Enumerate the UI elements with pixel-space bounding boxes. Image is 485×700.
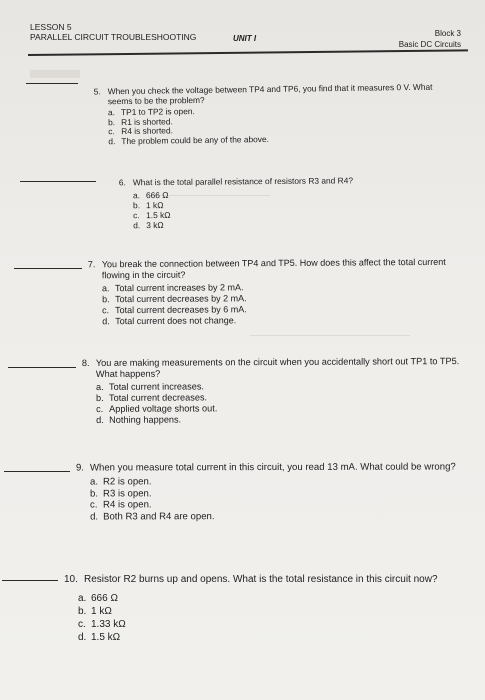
option-d[interactable]: d. Total current does not change. bbox=[102, 315, 237, 327]
answer-blank-6[interactable] bbox=[20, 181, 96, 182]
question-10 bbox=[64, 573, 469, 644]
question-number: 10. bbox=[64, 574, 78, 585]
question-text: You are making measurements on the circuit when you accidentally short out TP1 to TP5. What happens? bbox=[95, 356, 460, 379]
unit-label: UNIT I bbox=[233, 34, 257, 43]
question-number: 9. bbox=[75, 462, 84, 474]
bleed-through-mark bbox=[30, 70, 80, 78]
question-number: 7. bbox=[87, 259, 96, 270]
answer-blank-9[interactable] bbox=[4, 471, 70, 472]
question-number: 5. bbox=[93, 86, 101, 97]
answer-blank-5[interactable] bbox=[26, 83, 78, 84]
question-text: When you check the voltage between TP4 and TP6, you find that it measures 0 V. What seems to be the problem? bbox=[107, 81, 433, 107]
question-7 bbox=[88, 257, 473, 328]
option-list bbox=[82, 380, 482, 426]
question-text: What is the total parallel resistance of resistors R3 and R4? bbox=[132, 175, 354, 188]
option-b[interactable]: b. 1 kΩ bbox=[78, 606, 112, 617]
question-8 bbox=[82, 356, 482, 426]
course-label: Basic DC Circuits bbox=[398, 40, 461, 49]
answer-blank-7[interactable] bbox=[14, 268, 82, 269]
option-c[interactable]: c. Applied voltage shorts out. bbox=[96, 403, 218, 414]
option-b[interactable]: b. Total current decreases. bbox=[96, 392, 208, 403]
question-text: Resistor R2 burns up and opens. What is the total resistance in this circuit now? bbox=[84, 574, 438, 585]
question-number: 6. bbox=[118, 177, 126, 188]
question-5 bbox=[94, 82, 445, 147]
bleed-through-mark bbox=[250, 335, 410, 336]
lesson-title: PARALLEL CIRCUIT TROUBLESHOOTING bbox=[30, 32, 197, 42]
option-list bbox=[76, 475, 476, 522]
option-c[interactable]: c. Total current decreases by 6 mA. bbox=[102, 304, 247, 316]
option-c[interactable]: c. R4 is open. bbox=[90, 499, 152, 511]
option-a[interactable]: a. Total current increases. bbox=[95, 381, 204, 392]
option-c[interactable]: c. 1.33 kΩ bbox=[78, 619, 126, 630]
lesson-label: LESSON 5 bbox=[30, 22, 72, 32]
option-d[interactable]: d. Nothing happens. bbox=[96, 414, 182, 425]
option-d[interactable]: d. Both R3 and R4 are open. bbox=[90, 510, 215, 522]
question-6 bbox=[119, 175, 439, 231]
header-left bbox=[30, 22, 196, 42]
option-list bbox=[119, 188, 439, 231]
option-c[interactable]: c. R4 is shorted. bbox=[108, 125, 173, 137]
option-a[interactable]: a. TP1 to TP2 is open. bbox=[107, 106, 195, 118]
answer-blank-8[interactable] bbox=[8, 367, 76, 368]
block-label: Block 3 bbox=[434, 29, 461, 38]
option-d[interactable]: d. 3 kΩ bbox=[133, 220, 164, 231]
option-a[interactable]: a. 666 Ω bbox=[132, 189, 169, 201]
option-list bbox=[94, 104, 444, 147]
option-b[interactable]: b. R1 is shorted. bbox=[108, 115, 173, 127]
option-list bbox=[64, 592, 469, 644]
header-divider bbox=[28, 49, 468, 56]
header-right bbox=[399, 28, 461, 50]
option-d[interactable]: d. The problem could be any of the above. bbox=[108, 133, 270, 146]
question-text: You break the connection between TP4 and TP5. How does this affect the total current flowing in the circuit? bbox=[101, 256, 446, 281]
option-c[interactable]: c. 1.5 kΩ bbox=[133, 209, 171, 221]
question-number: 8. bbox=[81, 358, 90, 369]
option-list bbox=[88, 281, 473, 328]
option-d[interactable]: d. 1.5 kΩ bbox=[78, 632, 121, 643]
option-a[interactable]: a. 666 Ω bbox=[78, 593, 118, 604]
question-9 bbox=[76, 461, 476, 522]
option-b[interactable]: b. Total current decreases by 2 mA. bbox=[102, 293, 247, 305]
option-b[interactable]: b. 1 kΩ bbox=[132, 200, 164, 211]
option-b[interactable]: b. R3 is open. bbox=[89, 487, 152, 499]
option-a[interactable]: a. R2 is open. bbox=[89, 476, 152, 488]
option-a[interactable]: a. Total current increases by 2 mA. bbox=[101, 282, 244, 294]
answer-blank-10[interactable] bbox=[2, 580, 58, 581]
question-text: When you measure total current in this circuit, you read 13 mA. What could be wrong? bbox=[89, 461, 456, 474]
